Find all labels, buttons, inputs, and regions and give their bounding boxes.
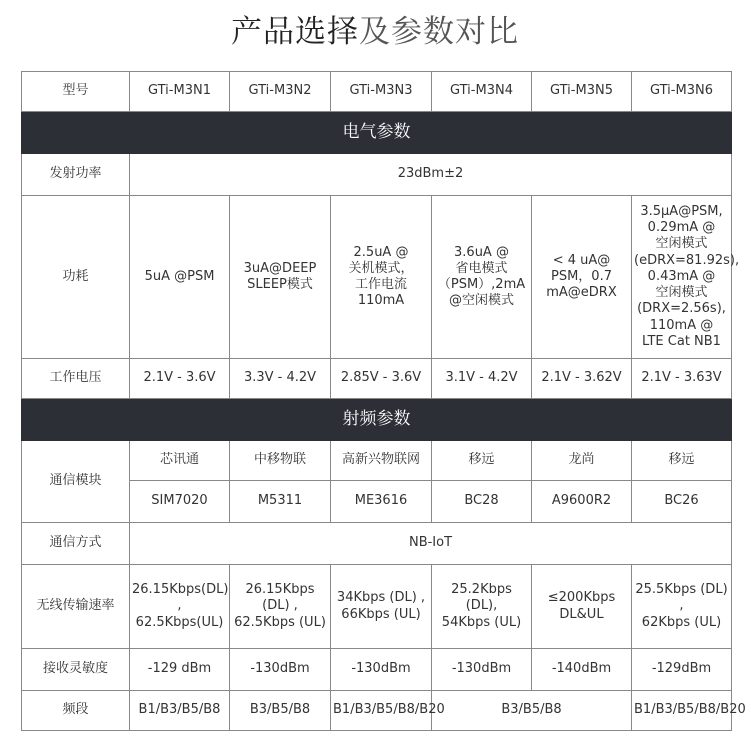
- header-label: 型号: [22, 72, 130, 112]
- title-part1: 产品选择: [231, 14, 359, 50]
- rate-cell: 26.15Kbps(DL) , 62.5Kbps(UL): [130, 565, 230, 649]
- band-cell: B3/B5/B8: [432, 691, 632, 731]
- section-electrical: 电气参数: [22, 112, 732, 154]
- vendor-cell: 中移物联: [230, 441, 331, 481]
- row-label: 通信方式: [22, 523, 130, 565]
- table-row: [22, 691, 732, 731]
- band-cell: B1/B3/B5/B8/B20: [331, 691, 432, 731]
- vendor-cell: 龙尚: [532, 441, 632, 481]
- voltage-cell: 2.1V - 3.63V: [632, 359, 732, 399]
- vendor-cell: 移远: [432, 441, 532, 481]
- voltage-cell: 2.85V - 3.6V: [331, 359, 432, 399]
- model-header: GTi-M3N6: [632, 72, 732, 112]
- table-row: [22, 441, 732, 481]
- model-header: GTi-M3N1: [130, 72, 230, 112]
- table-row: [22, 565, 732, 649]
- band-cell: B1/B3/B5/B8/B20: [632, 691, 732, 731]
- power-cell: 2.5uA @ 关机模式， 工作电流 110mA: [331, 196, 432, 359]
- band-cell: B1/B3/B5/B8: [130, 691, 230, 731]
- section-rf: 射频参数: [22, 399, 732, 441]
- tx-power-value: 23dBm±2: [130, 154, 732, 196]
- row-label: 通信模块: [22, 441, 130, 523]
- voltage-cell: 3.3V - 4.2V: [230, 359, 331, 399]
- power-cell: < 4 uA@ PSM，0.7 mA@eDRX: [532, 196, 632, 359]
- sensitivity-cell: -129 dBm: [130, 649, 230, 691]
- table-row: [22, 649, 732, 691]
- rate-cell: 25.5Kbps (DL) , 62Kbps (UL): [632, 565, 732, 649]
- voltage-cell: 2.1V - 3.6V: [130, 359, 230, 399]
- title-part2: 及参数对比: [359, 14, 519, 50]
- section-row: [22, 399, 732, 441]
- model-header: GTi-M3N2: [230, 72, 331, 112]
- module-cell: BC28: [432, 481, 532, 523]
- sensitivity-cell: -129dBm: [632, 649, 732, 691]
- module-cell: ME3616: [331, 481, 432, 523]
- power-cell: 3.5μA@PSM, 0.29mA @ 空闲模式 (eDRX=81.92s), 0.43mA @ 空闲模式 (DRX=2.56s), 110mA @ LTE Cat NB1: [632, 196, 732, 359]
- module-cell: M5311: [230, 481, 331, 523]
- header-row: [22, 72, 732, 112]
- band-cell: B3/B5/B8: [230, 691, 331, 731]
- table-row: [22, 359, 732, 399]
- model-header: GTi-M3N3: [331, 72, 432, 112]
- table-row: [22, 196, 732, 359]
- spec-table: [21, 71, 746, 731]
- voltage-cell: 3.1V - 4.2V: [432, 359, 532, 399]
- model-header: GTi-M3N4: [432, 72, 532, 112]
- row-label: 工作电压: [22, 359, 130, 399]
- module-cell: SIM7020: [130, 481, 230, 523]
- rate-cell: 26.15Kbps (DL) , 62.5Kbps (UL): [230, 565, 331, 649]
- rate-cell: ≤200Kbps DL&UL: [532, 565, 632, 649]
- sensitivity-cell: -130dBm: [331, 649, 432, 691]
- vendor-cell: 芯讯通: [130, 441, 230, 481]
- table-row: [22, 523, 732, 565]
- page-title: [0, 6, 750, 51]
- rate-cell: 34Kbps (DL) , 66Kbps (UL): [331, 565, 432, 649]
- comm-value: NB-IoT: [130, 523, 732, 565]
- row-label: 无线传输速率: [22, 565, 130, 649]
- power-cell: 5uA @PSM: [130, 196, 230, 359]
- power-cell: 3.6uA @ 省电模式 （PSM）,2mA @空闲模式: [432, 196, 532, 359]
- sensitivity-cell: -130dBm: [230, 649, 331, 691]
- vendor-cell: 高新兴物联网: [331, 441, 432, 481]
- module-cell: BC26: [632, 481, 732, 523]
- section-row: [22, 112, 732, 154]
- table-row: [22, 154, 732, 196]
- sensitivity-cell: -130dBm: [432, 649, 532, 691]
- rate-cell: 25.2Kbps (DL), 54Kbps (UL): [432, 565, 532, 649]
- sensitivity-cell: -140dBm: [532, 649, 632, 691]
- voltage-cell: 2.1V - 3.62V: [532, 359, 632, 399]
- row-label: 功耗: [22, 196, 130, 359]
- vendor-cell: 移远: [632, 441, 732, 481]
- model-header: GTi-M3N5: [532, 72, 632, 112]
- row-label: 频段: [22, 691, 130, 731]
- module-cell: A9600R2: [532, 481, 632, 523]
- power-cell: 3uA@DEEP SLEEP模式: [230, 196, 331, 359]
- row-label: 接收灵敏度: [22, 649, 130, 691]
- row-label: 发射功率: [22, 154, 130, 196]
